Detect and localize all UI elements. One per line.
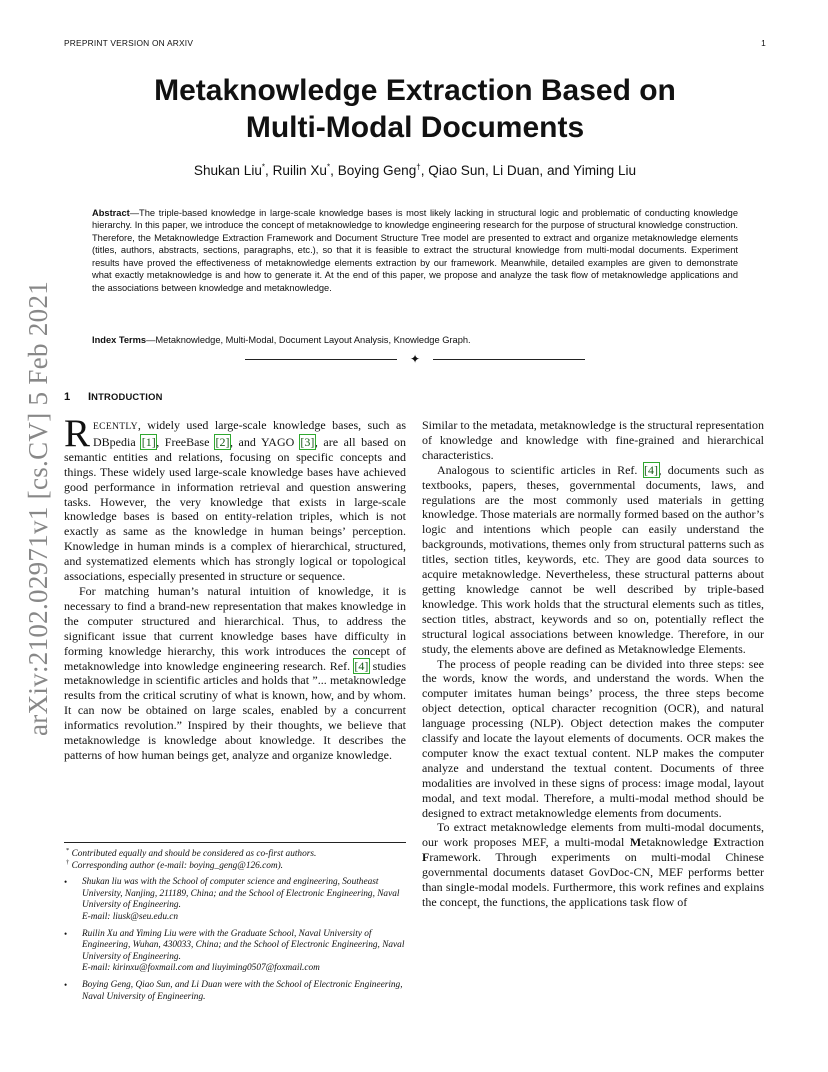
arxiv-identifier: arXiv:2102.02971v1 [cs.CV] 5 Feb 2021 bbox=[23, 280, 53, 736]
section-heading bbox=[64, 390, 163, 404]
footnotes bbox=[64, 842, 406, 1003]
section-separator bbox=[245, 352, 585, 366]
text-run: , documents such as textbooks, papers, theses, governmental documents, laws, and regulations are the most commonly used materials in getting knowledge. Those materials are normally formed based on the author’s logic and intentions which people can easily understand the backgrounds, motivations, themes only from structural patterns such as titles, section titles, keywords, etc. They are good data sources to acquire metaknowledge. Nevertheless, these structural patterns about getting knowledge cannot be well described by triple-based knowledge. This work holds that the structural elements such as titles, section titles, abstract, keywords and so on, potentially reflect the structural logical associations between knowledge. Therefore, in our study, the elements above are defined as Metaknowledge Elements. bbox=[422, 462, 764, 656]
running-head-title: PREPRINT VERSION ON ARXIV bbox=[64, 38, 194, 48]
index-terms-label: Index Terms bbox=[92, 335, 147, 345]
abstract-label: Abstract bbox=[92, 208, 130, 218]
paper-title-line2: Multi-Modal Documents bbox=[245, 111, 585, 144]
index-terms-text: —Metaknowledge, Multi-Modal, Document Layout Analysis, Knowledge Graph. bbox=[146, 335, 471, 345]
acronym-letter: E bbox=[713, 835, 722, 850]
affiliation-item bbox=[64, 877, 406, 923]
text-run: etaknowledge bbox=[641, 835, 714, 850]
drop-cap: R bbox=[64, 412, 91, 455]
author-mark: † bbox=[416, 162, 421, 172]
bullet-icon: • bbox=[64, 928, 68, 939]
running-head bbox=[64, 38, 766, 50]
page-number: 1 bbox=[761, 38, 766, 48]
footnote-text: Corresponding author (e-mail: boying_geng@126.com). bbox=[71, 860, 284, 871]
author-names-rest: , Qiao Sun, Li Duan, and Yiming Liu bbox=[420, 163, 637, 178]
text-run: For matching human’s natural intuition of knowledge, it is necessary to find a brand-new representation that makes knowledge in the computer structured and hierarchical. Thus, to address the significant issue that current knowledge bases have difficulty in forming knowledge hierarchy, this work introduces the concept of metaknowledge into knowledge engineering research. Ref. bbox=[64, 583, 406, 673]
affiliation-text: Ruilin Xu and Yiming Liu were with the Graduate School, Naval University of Engineering, Wuhan, 430033, China; and the School of Electronic Engineering, Naval University of Engineering. bbox=[82, 928, 405, 962]
paragraph bbox=[422, 463, 764, 657]
text-run: ramework. Through experiments on multi-modal Chinese governmental documents dataset GovDoc-CN, MEF performs better than single-modal models. Furthermore, this work refines and explains the concept, the functions, the applications task flow of bbox=[422, 850, 764, 909]
affiliation-email: E-mail: kirinxu@foxmail.com and liuyiming0507@foxmail.com bbox=[82, 963, 320, 974]
author-name: Boying Geng bbox=[337, 163, 417, 178]
footnote-rule bbox=[64, 842, 406, 843]
author-list: Shukan Liu*, Ruilin Xu*, Boying Geng†, Qiao Sun, Li Duan, and Yiming Liu bbox=[193, 162, 637, 178]
left-column bbox=[64, 412, 407, 763]
paragraph bbox=[64, 584, 406, 763]
citation-link[interactable]: [1] bbox=[141, 434, 156, 449]
small-caps-lead: ECENTLY bbox=[93, 421, 138, 432]
citation-link[interactable]: [3] bbox=[300, 434, 315, 449]
footnote bbox=[64, 846, 406, 861]
affiliation-email: E-mail: liusk@seu.edu.cn bbox=[82, 911, 179, 922]
footnote-mark: * bbox=[66, 846, 70, 854]
text-run: , widely used large-scale knowledge bases, such as DBpedia bbox=[93, 418, 406, 449]
section-title-rest: NTRODUCTION bbox=[91, 391, 163, 402]
paragraph bbox=[64, 412, 407, 584]
acronym-letter: F bbox=[422, 850, 430, 865]
right-column bbox=[422, 418, 764, 910]
separator-line-right bbox=[433, 359, 585, 360]
author-name: Shukan Liu bbox=[193, 163, 262, 178]
author-name: Ruilin Xu bbox=[272, 163, 327, 178]
author-mark: * bbox=[327, 162, 331, 172]
text-run: , FreeBase bbox=[156, 434, 215, 449]
abstract bbox=[92, 207, 738, 294]
citation-link[interactable]: [2] bbox=[215, 434, 230, 449]
text-run: , are all based on semantic entities and relations, focusing on specific concepts and things. These widely used large-scale knowledge bases have achieved good performance in information retrieval and question answering tasks. However, the very knowledge that exists in large-scale knowledge bases is based on entity-relation triples, which is not exactly as same as the knowledge in human beings’ perception. Knowledge in human minds is a complex of hierarchical, structured, and systematized elements which has strongly logical or topological associations, especially presented in structure or sequence. bbox=[64, 434, 407, 584]
affiliation-item bbox=[64, 980, 406, 1003]
author-mark: * bbox=[261, 162, 266, 172]
paragraph: Similar to the metadata, metaknowledge is the structural representation of knowledge and knowledge with fine-grained and hierarchical characteristics. bbox=[422, 418, 764, 462]
bullet-icon: • bbox=[64, 979, 68, 990]
section-title-initial: I bbox=[88, 391, 92, 403]
citation-link[interactable]: [4] bbox=[354, 658, 369, 673]
footnote-text: Contributed equally and should be considered as co-first authors. bbox=[71, 849, 317, 859]
text-run: Analogous to scientific articles in Ref. bbox=[437, 462, 644, 477]
text-run: studies metaknowledge in scientific articles and holds that ”... metaknowledge results from the critical scrutiny of what is known, how, and by whom. It can now be obtained on large scales, enabled by a concurrent informatics revolution.” Inspired by their thoughts, we believe that metaknowledge is knowledge about knowledge. It describes the patterns of how human beings get, analyze and organize knowledge. bbox=[64, 658, 406, 762]
text-run: , and YAGO bbox=[229, 434, 300, 449]
abstract-text: —The triple-based knowledge in large-scale knowledge bases is most likely lacking in structural logic and problematic of conducting knowledge hierarchy. In this paper, we introduce the concept of metaknowledge to knowledge engineering research for the purpose of structural knowledge construction. Therefore, the Metaknowledge Extraction Framework and Document Structure Tree model are presented to extract and organize metaknowledge elements (titles, authors, abstracts, sections, paragraphs, etc.), so that it is feasible to extract the structural knowledge from multi-modal documents. Experiment results have proved the effectiveness of metaknowledge elements extraction by our framework. Meanwhile, detailed examples are given to demonstrate what exactly metaknowledge is and how to generate it. At the end of this paper, we propose and analyze the task flow of metaknowledge applications and the associations between knowledge and metaknowledge. bbox=[92, 208, 738, 293]
index-terms bbox=[92, 334, 738, 346]
affiliation-text: Boying Geng, Qiao Sun, and Li Duan were with the School of Electronic Engineering, Naval University of Engineering. bbox=[82, 979, 403, 1002]
affiliation-item bbox=[64, 929, 406, 975]
text-run: To extract metaknowledge elements from multi-modal documents, our work proposes MEF, a multi-modal bbox=[422, 820, 764, 850]
paragraph bbox=[422, 820, 764, 909]
footnote-mark: † bbox=[66, 858, 70, 866]
bullet-icon: • bbox=[64, 877, 68, 888]
footnote bbox=[64, 858, 406, 873]
paper-title-line1: Metaknowledge Extraction Based on bbox=[154, 74, 676, 107]
separator-diamond-icon: ✦ bbox=[409, 352, 421, 366]
acronym-letter: M bbox=[629, 835, 642, 850]
section-number: 1 bbox=[64, 391, 71, 403]
affiliation-text: Shukan liu was with the School of computer science and engineering, Southeast University, Nanjing, 211189, China; and the School of Electronic Engineering, Naval University of Engineering. bbox=[82, 877, 400, 911]
citation-link[interactable]: [4] bbox=[644, 462, 659, 477]
paper-title bbox=[64, 72, 766, 146]
paragraph: The process of people reading can be divided into three steps: see the words, know the words, and understand the words. When the computer imitates human beings’ process, the three steps become object detection, optical character recognition (OCR), and natural language processing (NLP). Object detection makes the computer classify and locate the layout elements of documents. OCR makes the computer know the exact textual content. NLP makes the computer analyze and understand the textual content. Documents of three modalities are involved in these signs of process: image modal, layout modal, and text modal. Therefore, a multi-modal method should be designed to extract metaknowledge elements from documents. bbox=[422, 656, 764, 820]
separator-line-left bbox=[245, 359, 397, 360]
text-run: xtraction bbox=[721, 835, 765, 850]
